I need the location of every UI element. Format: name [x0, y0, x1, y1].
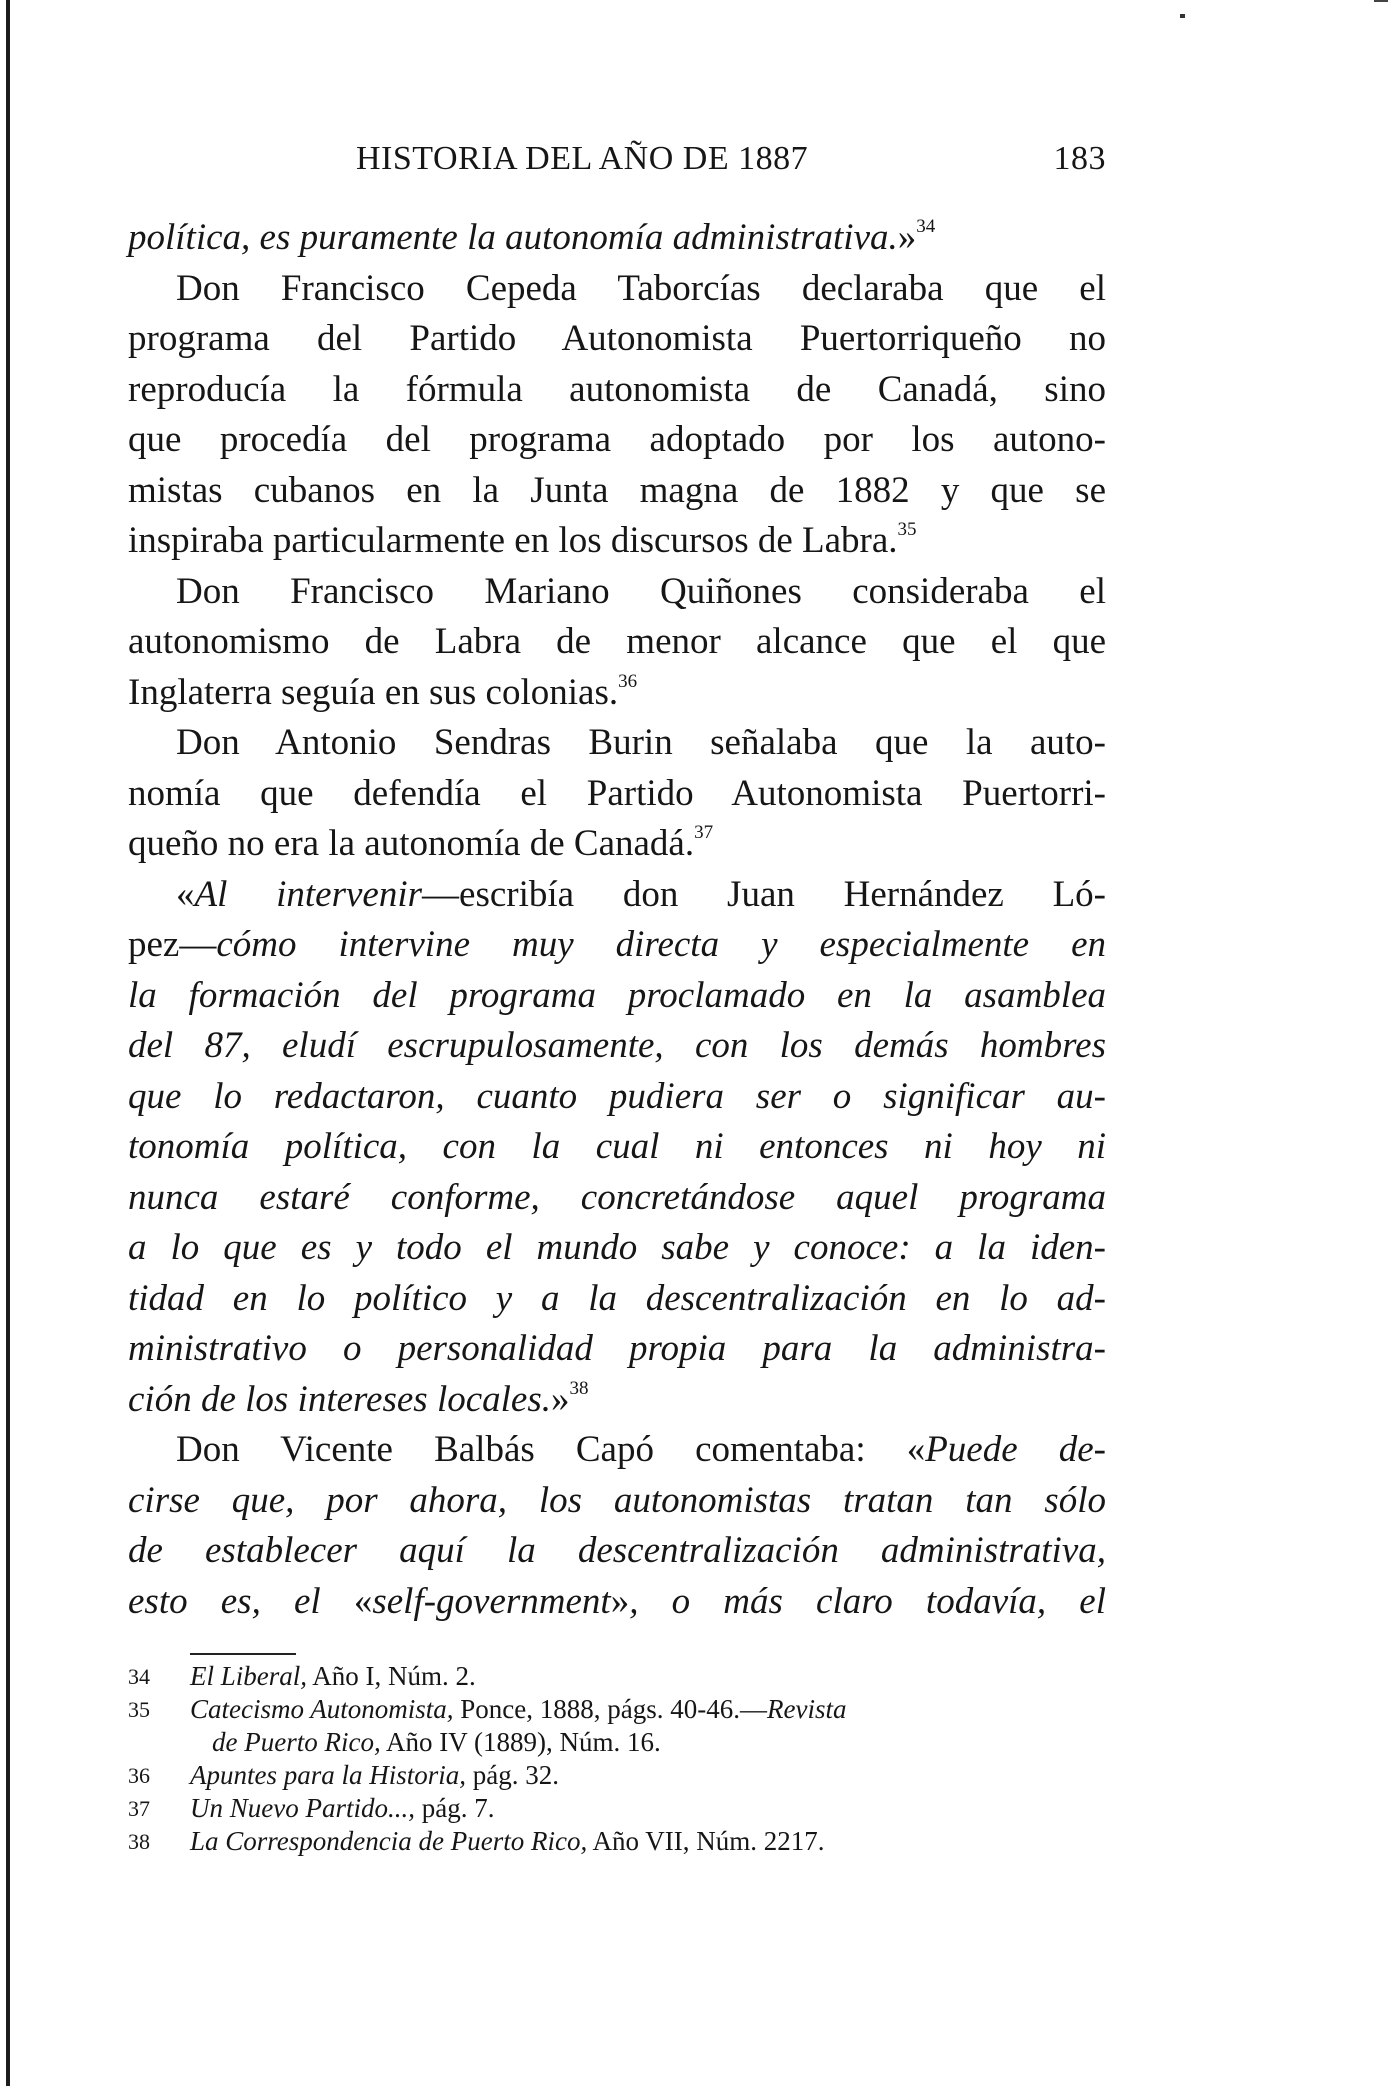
text-line: que procedía del programa adoptado por los autono-: [128, 419, 1106, 460]
running-title: HISTORIA DEL AÑO DE 1887: [356, 140, 809, 177]
footnote-ref: 37: [694, 822, 714, 843]
footnote: 37 Un Nuevo Partido..., pág. 7.: [128, 1793, 495, 1823]
text-line: esto es, el «self-government», o más claro todavía, el: [128, 1580, 1107, 1622]
page-header: [128, 140, 1106, 180]
text-line: Don Francisco Mariano Quiñones consideraba el: [176, 570, 1106, 612]
footnote: 38 La Correspondencia de Puerto Rico, Año VII, Núm. 2217.: [128, 1826, 825, 1856]
text-line: reproducía la fórmula autonomista de Canadá, sino: [128, 368, 1106, 410]
page-binding-edge: [6, 0, 10, 2086]
footnote-ref: 38: [569, 1377, 589, 1399]
footnote-number: 38: [128, 1829, 150, 1854]
text-line: inspiraba particularmente en los discursos de Labra.$^{35}$: [128, 519, 917, 561]
text-line: Don Antonio Sendras Burin señalaba que la auto-: [176, 722, 1106, 763]
text-line: nunca estaré conforme, concretándose aquel programa: [128, 1176, 1106, 1218]
footnote: 35 Catecismo Autonomista, Ponce, 1888, págs. 40-46.—Revista: [128, 1694, 847, 1724]
text-line: del 87, eludí escrupulosamente, con los demás hombres: [128, 1025, 1106, 1066]
footnote: 34 El Liberal, Año I, Núm. 2.: [128, 1661, 476, 1691]
footnote-ref: 35: [897, 519, 917, 540]
text-line: tidad en lo político y a la descentralización en lo ad-: [128, 1277, 1106, 1319]
text-line: Inglaterra seguía en sus colonias.$^{36}$: [128, 670, 638, 713]
footnote-number: 35: [128, 1697, 150, 1722]
footnote-number: 36: [128, 1763, 150, 1788]
footnote-ref: 36: [618, 670, 638, 692]
text-line: ministrativo o personalidad propia para la administra-: [128, 1328, 1106, 1369]
footnote-continuation: de Puerto Rico, Año IV (1889), Núm. 16.: [212, 1727, 661, 1757]
text-line: mistas cubanos en la Junta magna de 1882 y que se: [128, 469, 1106, 511]
text-line: política, es puramente la autonomía administrativa.»$^{34}$: [128, 216, 936, 258]
text-line: tonomía política, con la cual ni entonces ni hoy ni: [128, 1126, 1106, 1167]
page-number: 183: [1053, 140, 1106, 177]
footnote-number: 37: [128, 1796, 150, 1821]
text-line: Don Francisco Cepeda Taborcías declaraba que el: [176, 267, 1106, 309]
text-line: autonomismo de Labra de menor alcance que el que: [128, 621, 1106, 662]
text-line: a lo que es y todo el mundo sabe y conoce: a la iden-: [128, 1227, 1106, 1268]
scan-speck: [1180, 14, 1185, 18]
text-line: queño no era la autonomía de Canadá.$^{37}$: [128, 822, 714, 864]
text-line: nomía que defendía el Partido Autonomista Puertorri-: [128, 772, 1106, 814]
text-line: de establecer aquí la descentralización administrativa,: [128, 1530, 1106, 1571]
text-line: que lo redactaron, cuanto pudiera ser o significar au-: [128, 1075, 1106, 1117]
scan-corner-mark: [1374, 0, 1388, 2]
text-line: «Al intervenir—escribía don Juan Hernández Ló-: [176, 873, 1106, 915]
main-text: [128, 213, 1106, 1627]
text-line: pez—cómo intervine muy directa y especialmente en: [128, 924, 1106, 965]
footnote-number: 34: [128, 1664, 150, 1689]
footnotes: [128, 1660, 1106, 1858]
footnote: 36 Apuntes para la Historia, pág. 32.: [128, 1760, 559, 1790]
text-line: la formación del programa proclamado en la asamblea: [128, 974, 1106, 1016]
text-line: Don Vicente Balbás Capó comentaba: «Puede de-: [176, 1429, 1106, 1470]
text-line: cirse que, por ahora, los autonomistas tratan tan sólo: [128, 1479, 1106, 1521]
text-line: ción de los intereses locales.»$^{38}$: [128, 1377, 589, 1420]
footnote-separator: [190, 1653, 296, 1655]
text-line: programa del Partido Autonomista Puertorriqueño no: [128, 318, 1106, 359]
footnote-ref: 34: [916, 216, 936, 237]
